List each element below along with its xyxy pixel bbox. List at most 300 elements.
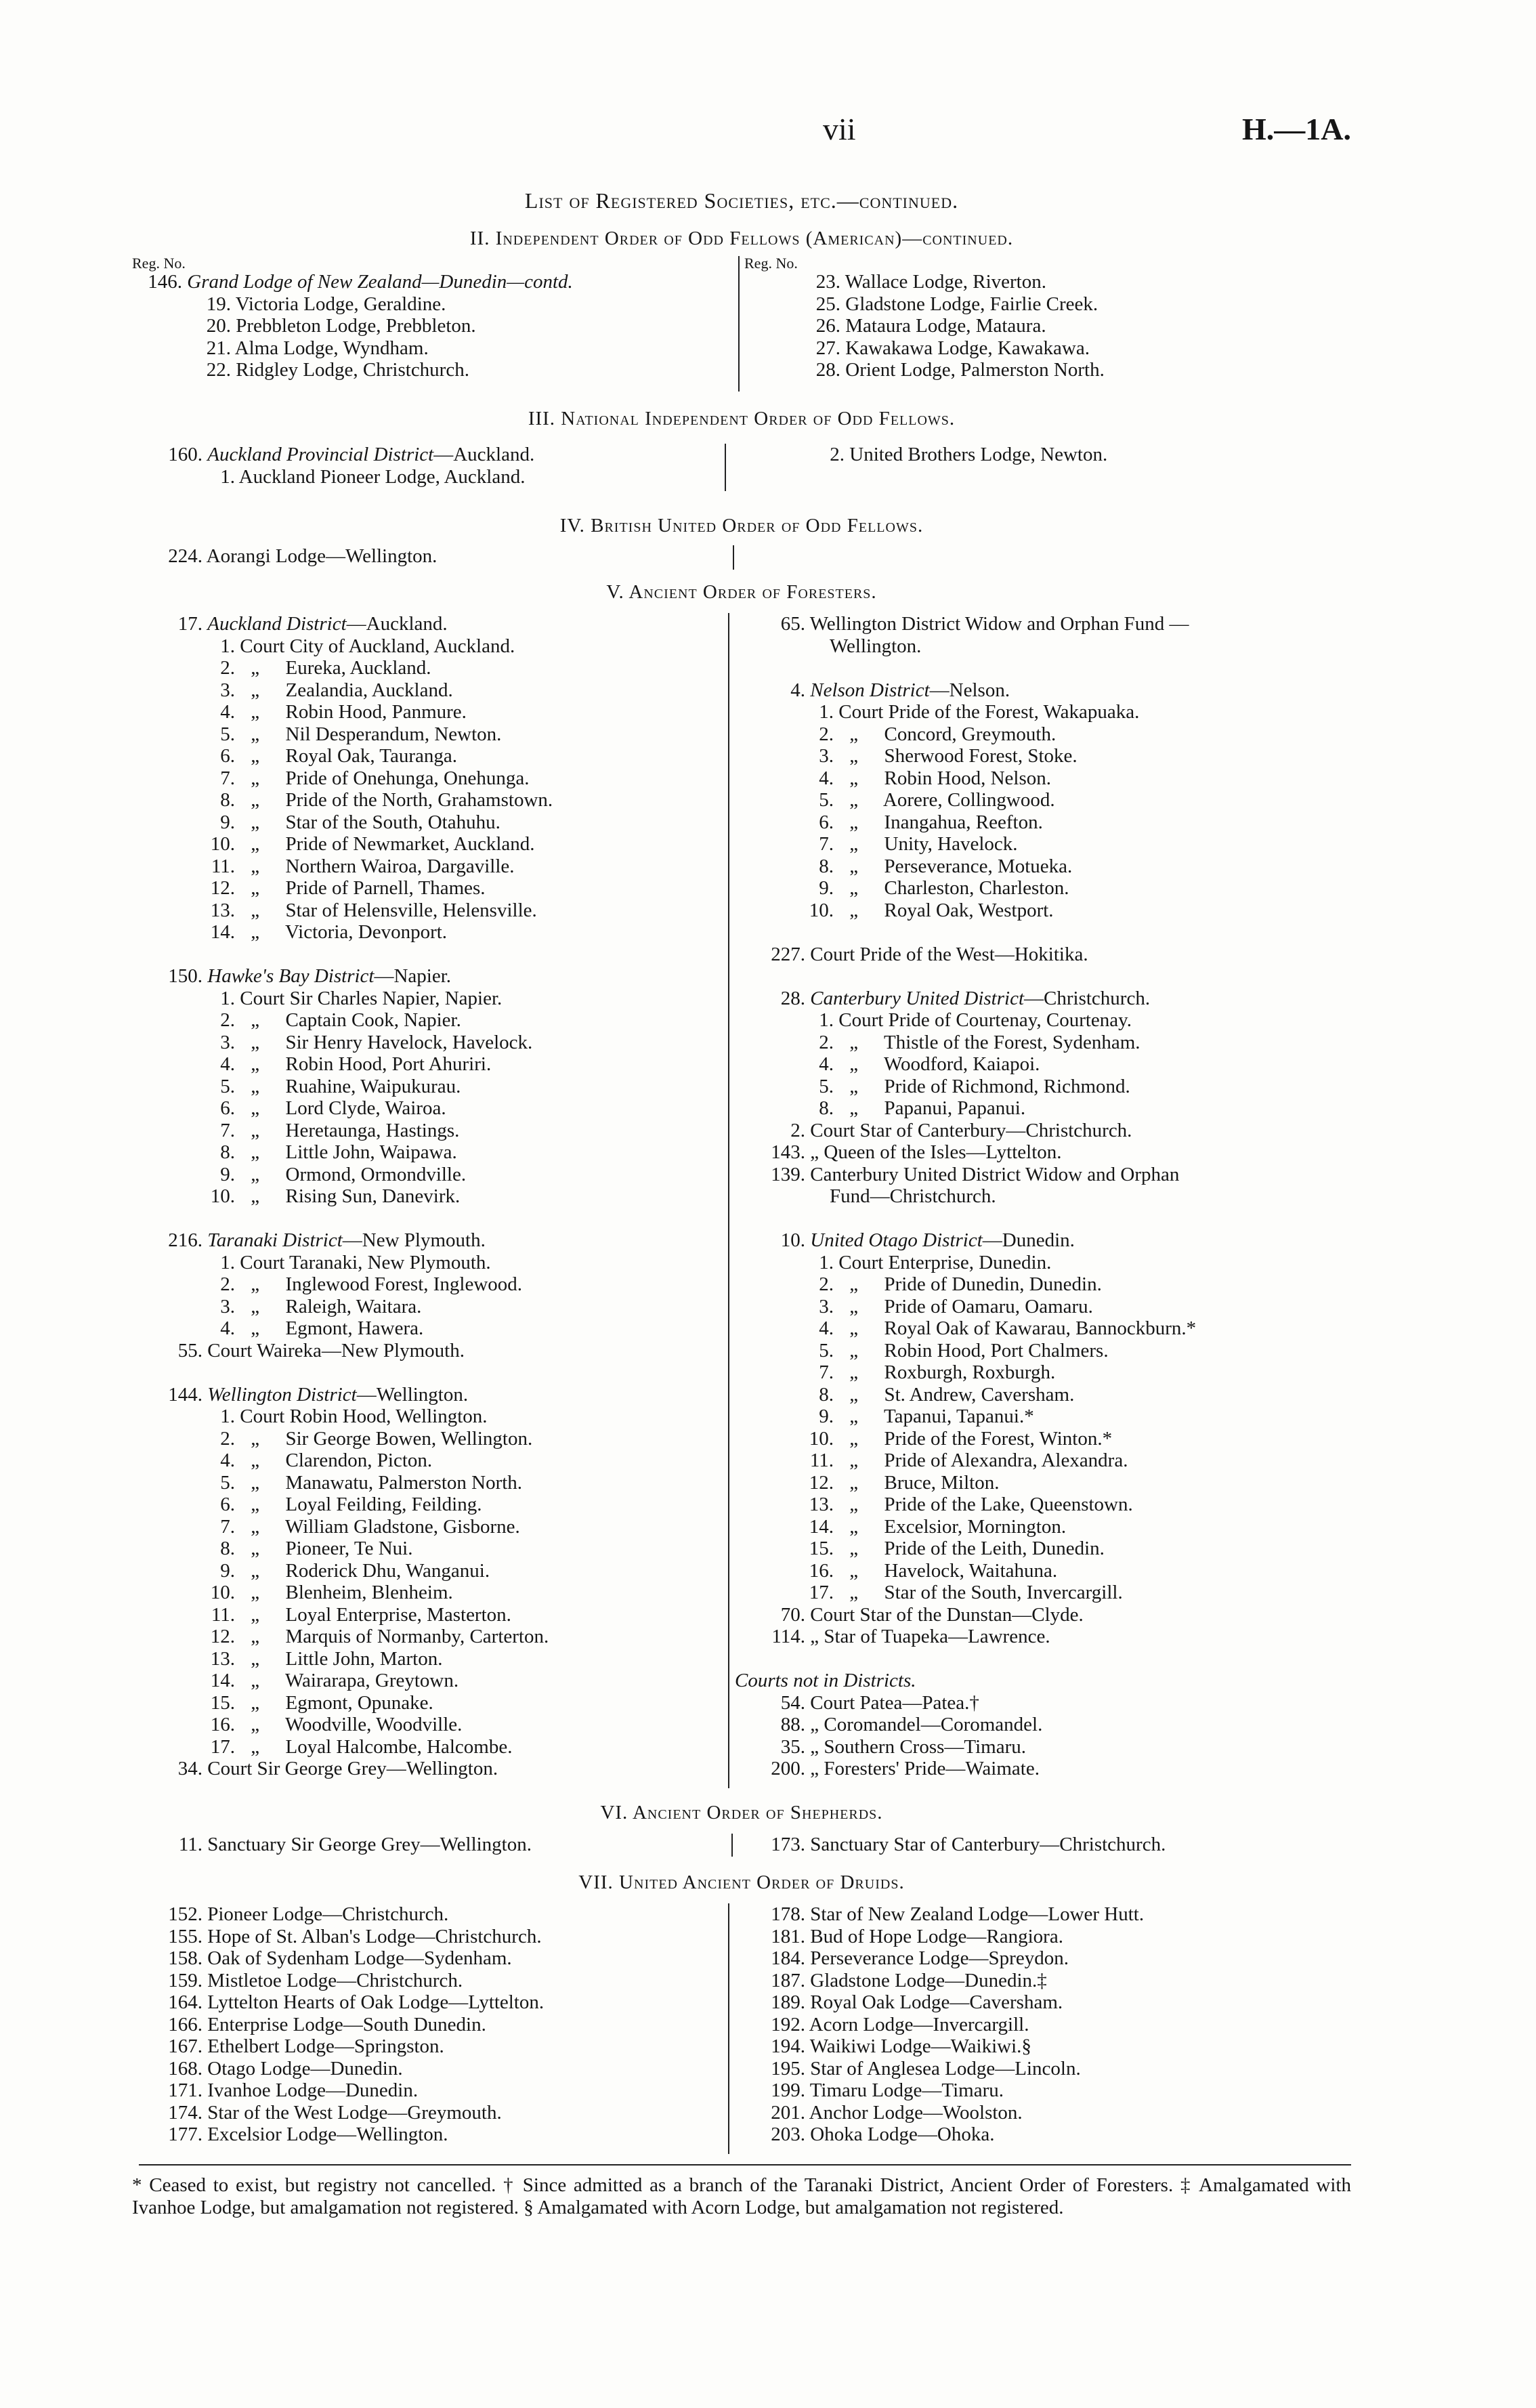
court-line xyxy=(735,1009,1351,1032)
court-name: Pride of the Forest, Winton.* xyxy=(884,1427,1113,1450)
district-place: —Auckland. xyxy=(346,613,448,635)
entry-number: 19. xyxy=(206,293,231,315)
district-place: —New Plymouth. xyxy=(342,1229,486,1251)
entry-text: „ Southern Cross—Timaru. xyxy=(810,1735,1026,1758)
court-line xyxy=(132,811,714,834)
court-name: Ormond, Ormondville. xyxy=(285,1163,467,1185)
court-line xyxy=(132,1560,714,1582)
court-number: 1. xyxy=(819,701,834,723)
ditto-mark: „ xyxy=(251,1119,260,1141)
court-number: 4. xyxy=(220,1053,235,1075)
court-line xyxy=(132,1009,714,1032)
district-number: 10. xyxy=(780,1229,805,1251)
ditto-mark: „ xyxy=(251,1317,260,1339)
district-name: Canterbury United District xyxy=(810,987,1025,1009)
court-prefix: Court xyxy=(240,987,290,1009)
court-name: Pride of Oamaru, Oamaru. xyxy=(884,1295,1093,1317)
court-number: 3. xyxy=(220,1295,235,1317)
court-prefix: Court xyxy=(240,1406,290,1427)
court-number: 4. xyxy=(220,701,235,723)
court-number: 3. xyxy=(819,745,834,767)
district-number: 144. xyxy=(168,1383,202,1406)
court-number: 11. xyxy=(211,855,235,877)
entry-text: „ Star of Tuapeka—Lawrence. xyxy=(810,1626,1050,1647)
heading-text: Courts not in Districts. xyxy=(735,1670,916,1691)
court-line xyxy=(735,745,1351,767)
court-line xyxy=(132,1670,714,1692)
ditto-mark: „ xyxy=(849,855,859,877)
entry-line xyxy=(132,293,714,316)
ditto-mark: „ xyxy=(849,1031,859,1053)
court-name: Sir George Bowen, Wellington. xyxy=(285,1427,533,1450)
entry-text: Grand Lodge of New Zealand—Dunedin—contd. xyxy=(187,271,573,293)
court-number: 13. xyxy=(210,1647,235,1670)
column-rule xyxy=(733,545,734,570)
district-number: 216. xyxy=(168,1229,202,1251)
court-number: 5. xyxy=(819,789,834,811)
court-number: 4. xyxy=(220,1317,235,1339)
court-name: Pride of the Forest, Wakapuaka. xyxy=(888,701,1140,723)
entry-number: 187. xyxy=(771,1969,805,1991)
ditto-mark: „ xyxy=(849,1538,859,1559)
entry-line xyxy=(132,2124,714,2146)
court-number: 7. xyxy=(819,833,834,855)
entry-text: Wellington. xyxy=(830,635,922,657)
entry-line xyxy=(735,1141,1351,1164)
ditto-mark: „ xyxy=(251,1053,260,1075)
district-place: —Auckland. xyxy=(433,444,535,465)
spacer xyxy=(735,921,1351,944)
ditto-mark: „ xyxy=(849,1494,859,1515)
entry-number: 70. xyxy=(780,1603,805,1626)
entry-line xyxy=(742,444,1351,466)
entry-line xyxy=(735,2058,1351,2080)
ditto-mark: „ xyxy=(251,1538,260,1559)
court-number: 10. xyxy=(809,899,834,921)
entry-number: 26. xyxy=(815,315,840,337)
entry-number: 189. xyxy=(771,1991,805,2013)
court-number: 4. xyxy=(819,1317,834,1339)
entry-text: Court Star of Canterbury—Christchurch. xyxy=(810,1119,1132,1141)
page-number: vii xyxy=(823,112,856,146)
district-heading xyxy=(132,1229,714,1252)
column-rule xyxy=(731,1834,733,1857)
ditto-mark: „ xyxy=(251,1031,260,1053)
district-place: —Dunedin. xyxy=(982,1229,1075,1251)
court-line xyxy=(132,1494,714,1516)
court-number: 1. xyxy=(220,1251,235,1273)
court-name: Pride of Courtenay, Courtenay. xyxy=(888,1009,1132,1031)
entry-line xyxy=(132,1758,714,1780)
ditto-mark: „ xyxy=(251,701,260,723)
court-name: Royal Oak, Tauranga. xyxy=(285,745,458,767)
section-vii-right xyxy=(735,1903,1351,2146)
court-line xyxy=(735,1582,1351,1604)
entry-number: 114. xyxy=(771,1626,805,1647)
court-number: 7. xyxy=(220,1119,235,1141)
ditto-mark: „ xyxy=(849,1582,859,1603)
ditto-mark: „ xyxy=(251,1735,260,1758)
entry-text: Royal Oak Lodge—Caversham. xyxy=(810,1991,1063,2013)
entry-line xyxy=(132,1340,714,1362)
court-line xyxy=(735,767,1351,790)
section-iii-right xyxy=(742,444,1351,466)
court-name: Inangahua, Reefton. xyxy=(884,811,1043,833)
entry-text: Mistletoe Lodge—Christchurch. xyxy=(207,1969,463,1991)
district-number: 17. xyxy=(177,613,202,635)
entry-line xyxy=(742,359,1351,381)
ditto-mark: „ xyxy=(849,789,859,811)
court-name: Enterprise, Dunedin. xyxy=(888,1251,1052,1273)
entry-text: Aorangi Lodge—Wellington. xyxy=(206,545,438,567)
entry-line xyxy=(132,1991,714,2014)
court-number: 17. xyxy=(210,1735,235,1758)
court-number: 3. xyxy=(220,1031,235,1053)
court-number: 9. xyxy=(220,1163,235,1185)
court-name: Pride of Newmarket, Auckland. xyxy=(285,833,535,855)
ditto-mark: „ xyxy=(251,789,260,811)
court-name: Little John, Waipawa. xyxy=(285,1141,457,1163)
court-line xyxy=(132,1296,714,1318)
court-name: Inglewood Forest, Inglewood. xyxy=(285,1273,523,1295)
entry-number: 167. xyxy=(168,2035,202,2057)
entry-text: Otago Lodge—Dunedin. xyxy=(207,2057,403,2079)
entry-line xyxy=(735,613,1351,635)
ditto-mark: „ xyxy=(849,877,859,899)
court-line xyxy=(132,1648,714,1670)
column-rule xyxy=(728,613,729,1788)
entry-text: „ Coromandel—Coromandel. xyxy=(810,1714,1043,1735)
entry-number: 201. xyxy=(771,2101,805,2124)
court-line xyxy=(132,1626,714,1648)
court-name: Havelock, Waitahuna. xyxy=(884,1559,1058,1582)
entry-number: 158. xyxy=(168,1947,202,1969)
court-line xyxy=(735,1384,1351,1406)
court-name: Roxburgh, Roxburgh. xyxy=(884,1361,1056,1383)
entry-text: Star of Anglesea Lodge—Lincoln. xyxy=(810,2057,1081,2079)
entry-number: 152. xyxy=(168,1903,202,1925)
court-name: Taranaki, New Plymouth. xyxy=(289,1251,491,1273)
district-name: Wellington District xyxy=(207,1383,357,1406)
page-title: List of Registered Societies, etc.—continued. xyxy=(524,188,959,213)
court-line xyxy=(132,833,714,856)
court-prefix: Court xyxy=(240,1251,290,1273)
ditto-mark: „ xyxy=(251,921,260,943)
section-ii-right xyxy=(742,256,1351,381)
entry-text: Ridgley Lodge, Christchurch. xyxy=(236,359,469,381)
entry-text: Ethelbert Lodge—Springston. xyxy=(207,2035,444,2057)
entry-text: Canterbury United District Widow and Orphan xyxy=(810,1163,1180,1185)
court-line xyxy=(132,1736,714,1758)
court-number: 1. xyxy=(220,635,235,657)
entry-text: Lyttelton Hearts of Oak Lodge—Lyttelton. xyxy=(207,1991,545,2013)
court-number: 1. xyxy=(819,1251,834,1273)
district-heading xyxy=(132,965,714,988)
entry-text: Wellington District Widow and Orphan Fund — xyxy=(809,613,1189,635)
ditto-mark: „ xyxy=(251,899,260,921)
court-name: Pride of Parnell, Thames. xyxy=(285,877,486,899)
entry-text: Acorn Lodge—Invercargill. xyxy=(809,2013,1029,2035)
ditto-mark: „ xyxy=(251,745,260,767)
entry-line xyxy=(742,337,1351,360)
entry-line xyxy=(742,293,1351,316)
court-number: 8. xyxy=(819,1097,834,1119)
ditto-mark: „ xyxy=(251,1427,260,1450)
court-name: Northern Wairoa, Dargaville. xyxy=(285,855,515,877)
entry-text: Hope of St. Alban's Lodge—Christchurch. xyxy=(207,1925,542,1947)
entry-text: Sanctuary Sir George Grey—Wellington. xyxy=(207,1834,532,1855)
court-name: Thistle of the Forest, Sydenham. xyxy=(883,1031,1140,1053)
ditto-mark: „ xyxy=(849,1427,859,1450)
entry-text: Kawakawa Lodge, Kawakawa. xyxy=(845,337,1090,359)
court-line xyxy=(735,1361,1351,1384)
entry-number: 2. xyxy=(790,1119,805,1141)
ditto-mark: „ xyxy=(251,1185,260,1207)
district-name: Hawke's Bay District xyxy=(207,965,375,987)
court-line xyxy=(735,900,1351,922)
court-name: Sir Henry Havelock, Havelock. xyxy=(285,1031,533,1053)
court-number: 6. xyxy=(220,1097,235,1119)
ditto-mark: „ xyxy=(251,1097,260,1119)
court-number: 1. xyxy=(220,987,235,1009)
court-line xyxy=(132,1164,714,1186)
court-line xyxy=(132,1120,714,1142)
entry-number: 199. xyxy=(771,2079,805,2101)
court-number: 7. xyxy=(220,1515,235,1538)
court-number: 2. xyxy=(220,1009,235,1031)
court-number: 6. xyxy=(819,811,834,833)
entry-line xyxy=(132,2035,714,2058)
entry-text: Bud of Hope Lodge—Rangiora. xyxy=(810,1925,1063,1947)
footnotes: * Ceased to exist, but registry not cancelled. † Since admitted as a branch of the Taranaki District, Ancient Order of Foresters. ‡ Amalgamated with Ivanhoe Lodge, but amalgamation not registered. § Amalgamated with Acorn Lodge, but amalgamation not registered. xyxy=(132,2174,1351,2218)
court-name: Egmont, Opunake. xyxy=(285,1691,433,1714)
court-line xyxy=(735,856,1351,878)
court-name: Woodville, Woodville. xyxy=(284,1714,463,1735)
court-line xyxy=(132,789,714,811)
district-name: Auckland District xyxy=(207,613,347,635)
spacer xyxy=(735,1208,1351,1230)
court-line xyxy=(735,1273,1351,1296)
entry-line xyxy=(735,1926,1351,1948)
entry-number: 54. xyxy=(780,1691,805,1714)
court-line xyxy=(735,1317,1351,1340)
district-name: Auckland Provincial District xyxy=(207,444,434,465)
entry-number: 20. xyxy=(206,315,231,337)
district-heading xyxy=(735,988,1351,1010)
court-line xyxy=(132,1141,714,1164)
entry-line xyxy=(132,545,714,568)
reg-no-label: Reg. No. xyxy=(132,255,186,272)
court-line xyxy=(735,877,1351,900)
entry-number: 194. xyxy=(771,2035,805,2057)
court-number: 10. xyxy=(809,1427,834,1450)
court-name: Robin Hood, Port Chalmers. xyxy=(884,1339,1109,1361)
entry-line xyxy=(742,271,1351,293)
ditto-mark: „ xyxy=(251,1626,260,1647)
entry-line xyxy=(735,1947,1351,1970)
entry-line xyxy=(735,944,1351,966)
ditto-mark: „ xyxy=(251,811,260,833)
entry-number: 227. xyxy=(771,943,805,965)
entry-text: Court Sir George Grey—Wellington. xyxy=(207,1758,498,1779)
entry-number: 224. xyxy=(168,545,202,567)
entry-line xyxy=(132,359,714,381)
court-line xyxy=(132,657,714,679)
court-line xyxy=(735,1097,1351,1120)
section-ii-left xyxy=(132,256,714,381)
court-name: Royal Oak, Westport. xyxy=(884,899,1054,921)
entry-number: 155. xyxy=(168,1925,202,1947)
court-number: 15. xyxy=(809,1538,834,1559)
court-line xyxy=(735,1076,1351,1098)
court-name: Loyal Halcombe, Halcombe. xyxy=(285,1735,513,1758)
entry-line xyxy=(735,1692,1351,1714)
ditto-mark: „ xyxy=(849,745,859,767)
entry-text: Auckland Pioneer Lodge, Auckland. xyxy=(238,465,526,488)
court-number: 16. xyxy=(210,1714,235,1735)
court-name: Pride of the North, Grahamstown. xyxy=(285,789,553,811)
court-name: Robin Hood, Panmure. xyxy=(285,701,467,723)
entry-line xyxy=(132,271,714,293)
court-number: 2. xyxy=(819,723,834,745)
entry-text: „ Foresters' Pride—Waimate. xyxy=(810,1758,1040,1779)
district-place: —Nelson. xyxy=(929,679,1010,701)
court-name: Raleigh, Waitara. xyxy=(285,1295,422,1317)
entry-line xyxy=(735,2102,1351,2124)
ditto-mark: „ xyxy=(251,1009,260,1031)
court-line xyxy=(735,789,1351,811)
court-name: Robin Hood, Nelson. xyxy=(884,767,1051,789)
ditto-mark: „ xyxy=(251,1582,260,1603)
court-name: Bruce, Milton. xyxy=(884,1471,1000,1494)
ditto-mark: „ xyxy=(251,1471,260,1494)
court-line xyxy=(735,1516,1351,1538)
entry-text: Star of New Zealand Lodge—Lower Hutt. xyxy=(810,1903,1145,1925)
document-page xyxy=(132,0,1351,2408)
district-name: Nelson District xyxy=(810,679,930,701)
entry-number: 173. xyxy=(771,1834,805,1855)
entry-line xyxy=(735,1120,1351,1142)
ditto-mark: „ xyxy=(849,1361,859,1383)
entry-number: 184. xyxy=(771,1947,805,1969)
entry-text: Pioneer Lodge—Christchurch. xyxy=(207,1903,449,1925)
entry-line xyxy=(132,2058,714,2080)
court-line xyxy=(132,988,714,1010)
entry-text: Prebbleton Lodge, Prebbleton. xyxy=(236,315,476,337)
court-name: Pride of Dunedin, Dunedin. xyxy=(884,1273,1102,1295)
court-number: 8. xyxy=(220,789,235,811)
court-line xyxy=(132,635,714,658)
entry-number: 192. xyxy=(771,2013,805,2035)
court-number: 8. xyxy=(819,855,834,877)
court-number: 5. xyxy=(220,723,235,745)
entry-number: 174. xyxy=(168,2101,202,2124)
court-number: 14. xyxy=(210,921,235,943)
section-title-v: V. Ancient Order of Foresters. xyxy=(606,581,877,603)
court-name: Rising Sun, Danevirk. xyxy=(285,1185,461,1207)
entry-text: „ Queen of the Isles—Lyttelton. xyxy=(810,1141,1062,1163)
section-title-ii: II. Independent Order of Odd Fellows (American)—continued. xyxy=(469,228,1014,249)
court-number: 9. xyxy=(819,1406,834,1427)
court-line xyxy=(132,1604,714,1626)
entry-number: 11. xyxy=(178,1834,202,1855)
court-line xyxy=(132,877,714,900)
ditto-mark: „ xyxy=(849,1097,859,1119)
entry-line-cont xyxy=(735,635,1351,658)
ditto-mark: „ xyxy=(849,1559,859,1582)
court-line xyxy=(132,900,714,922)
court-number: 15. xyxy=(210,1691,235,1714)
section-iii-left xyxy=(132,444,714,488)
entry-line xyxy=(735,1604,1351,1626)
court-line xyxy=(735,1340,1351,1362)
section-title-vii: VII. United Ancient Order of Druids. xyxy=(578,1872,905,1893)
ditto-mark: „ xyxy=(849,1406,859,1427)
entry-text: Perseverance Lodge—Spreydon. xyxy=(810,1947,1069,1969)
ditto-mark: „ xyxy=(251,657,260,679)
court-line xyxy=(132,921,714,944)
entry-number: 171. xyxy=(168,2079,202,2101)
district-place: —Christchurch. xyxy=(1024,987,1151,1009)
court-line xyxy=(735,811,1351,834)
court-name: Star of the South, Invercargill. xyxy=(884,1582,1123,1603)
ditto-mark: „ xyxy=(251,1603,260,1626)
ditto-mark: „ xyxy=(849,1075,859,1097)
spacer xyxy=(735,965,1351,988)
court-number: 3. xyxy=(220,679,235,701)
court-name: Sherwood Forest, Stoke. xyxy=(884,745,1078,767)
entry-text: Waikiwi Lodge—Waikiwi.§ xyxy=(809,2035,1031,2057)
entry-text: Alma Lodge, Wyndham. xyxy=(234,337,429,359)
entry-number: 200. xyxy=(771,1758,805,1779)
court-number: 5. xyxy=(220,1471,235,1494)
entry-line xyxy=(132,1903,714,1926)
entry-text: Star of the West Lodge—Greymouth. xyxy=(207,2101,502,2124)
court-name: Concord, Greymouth. xyxy=(884,723,1057,745)
page-reference: H.—1A. xyxy=(1242,112,1351,146)
court-line xyxy=(132,1714,714,1736)
court-name: Little John, Marton. xyxy=(285,1647,443,1670)
entry-text: Court Patea—Patea.† xyxy=(810,1691,979,1714)
court-line xyxy=(132,1317,714,1340)
entry-number: 88. xyxy=(780,1714,805,1735)
entry-line xyxy=(132,2014,714,2036)
court-name: Pride of the Leith, Dunedin. xyxy=(884,1538,1105,1559)
entry-number: 203. xyxy=(771,2124,805,2145)
entry-number: 22. xyxy=(206,359,231,381)
court-line xyxy=(132,1076,714,1098)
entry-number: 1. xyxy=(220,465,235,488)
entry-line xyxy=(735,1164,1351,1186)
court-line xyxy=(132,1252,714,1274)
court-name: Victoria, Devonport. xyxy=(284,921,448,943)
court-number: 9. xyxy=(220,811,235,833)
court-name: Pioneer, Te Nui. xyxy=(285,1538,413,1559)
court-line xyxy=(132,1406,714,1428)
court-name: Royal Oak of Kawarau, Bannockburn.* xyxy=(884,1317,1197,1339)
entry-line xyxy=(735,2035,1351,2058)
court-line xyxy=(735,1472,1351,1494)
court-number: 1. xyxy=(819,1009,834,1031)
court-line xyxy=(735,1450,1351,1472)
ditto-mark: „ xyxy=(849,811,859,833)
spacer xyxy=(735,657,1351,679)
ditto-mark: „ xyxy=(251,1075,260,1097)
court-number: 5. xyxy=(819,1339,834,1361)
court-number: 14. xyxy=(809,1515,834,1538)
entry-line xyxy=(735,2124,1351,2146)
court-line xyxy=(735,1296,1351,1318)
